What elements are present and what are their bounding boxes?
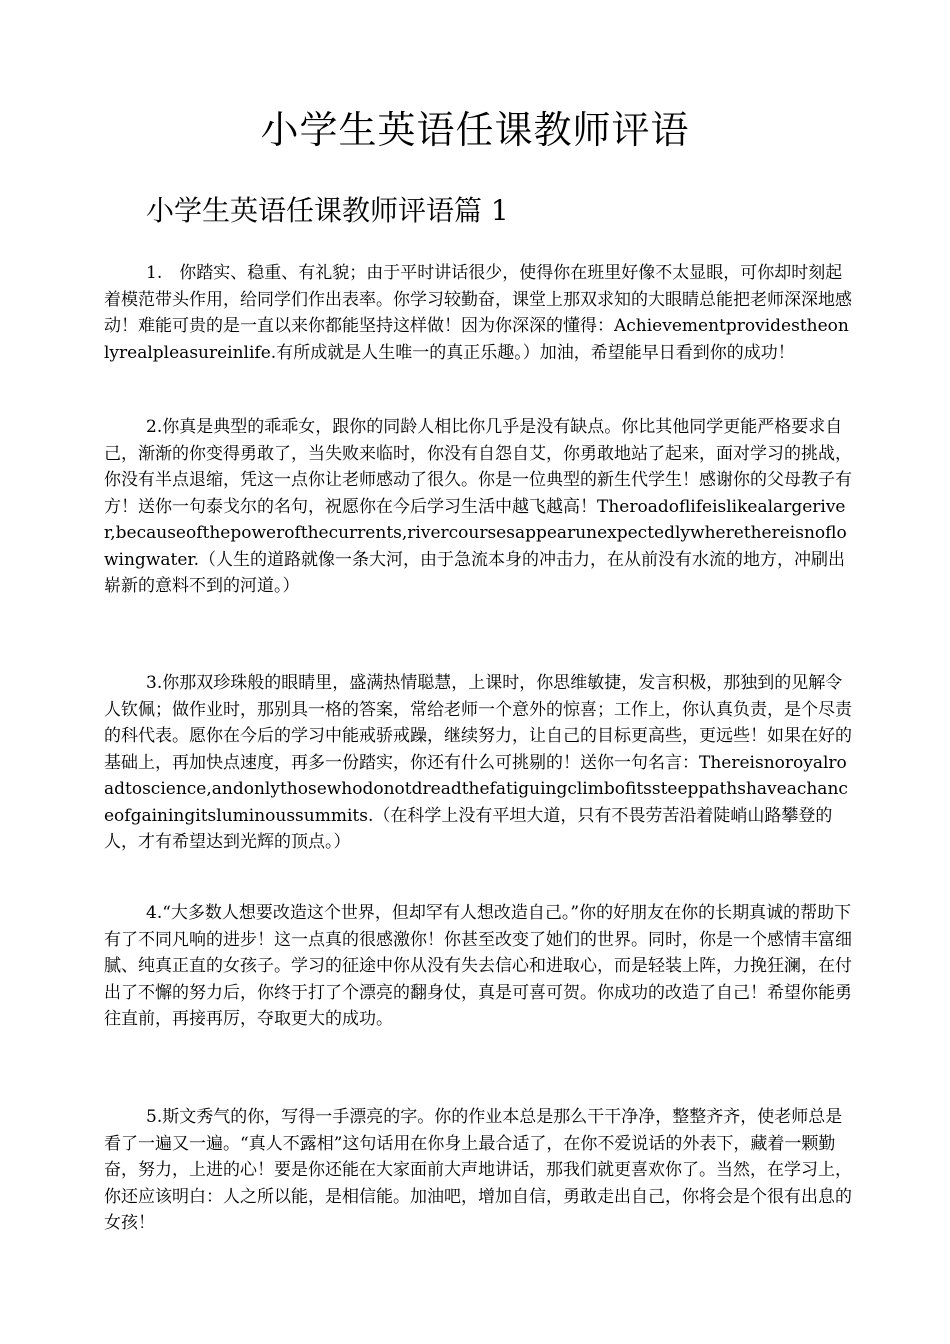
comment-paragraph-4: 4.“大多数人想要改造这个世界，但却罕有人想改造自己。”你的好朋友在你的长期真诚的帮助下有了不同凡响的进步！这一点真的很感激你！你甚至改变了她们的世界。同时，你是一个感情丰富细腻、纯真正直的女孩子。学习的征途中你从没有失去信心和进取心，而是轻装上阵，力挽狂澜，在付出了不懈的努力后，你终于打了个漂亮的翻身仗，真是可喜可贺。你成功的改造了自己！希望你能勇往直前，再接再厉，夺取更大的成功。 xyxy=(104,903,852,1029)
document-title: 小学生英语任课教师评语 xyxy=(260,108,690,152)
comment-paragraph-2: 2.你真是典型的乖乖女，跟你的同龄人相比你几乎是没有缺点。你比其他同学更能严格要求自己，渐渐的你变得勇敢了，当失败来临时，你没有自怨自艾，你勇敢地站了起来，面对学习的挑战，你没有半点退缩，凭这一点你让老师感动了很久。你是一位典型的新生代学生！感谢你的父母教子有方！送你一句泰戈尔的名句，祝愿你在今后学习生活中越飞越高！Theroadoflifeislikealargeriver,becauseofthepowerofthecurrents,rivercoursesappearunexpectedlywherethereisnoflowingwater.（人生的道路就像一条大河，由于急流本身的冲击力，在从前没有水流的地方，冲刷出崭新的意料不到的河道。） xyxy=(104,417,852,596)
comment-paragraph-3: 3.你那双珍珠般的眼睛里，盛满热情聪慧，上课时，你思维敏捷，发言积极，那独到的见解令人钦佩；做作业时，那别具一格的答案，常给老师一个意外的惊喜；工作上，你认真负责，是个尽责的科代表。愿你在今后的学习中能戒骄戒躁，继续努力，让自己的目标更高些，更远些！如果在好的基础上，再加快点速度，再多一份踏实，你还有什么可挑剔的！送你一句名言：Thereisnoroyalroadtoscience,andonlythosewhodonotdreadthefatiguingclimbofitssteeppathshaveachanceofgainingitsluminoussummits.（在科学上没有平坦大道，只有不畏劳苦沿着陡峭山路攀登的人，才有希望达到光辉的顶点。） xyxy=(104,673,852,852)
comment-paragraph-1: 1. 你踏实、稳重、有礼貌；由于平时讲话很少，使得你在班里好像不太显眼，可你却时刻起着模范带头作用，给同学们作出表率。你学习较勤奋，课堂上那双求知的大眼睛总能把老师深深地感动！难能可贵的是一直以来你都能坚持这样做！因为你深深的懂得：Achievementprovidestheonlyrealpleasureinlife.有所成就是人生唯一的真正乐趣。）加油，希望能早日看到你的成功！ xyxy=(104,263,852,363)
comment-paragraph-5: 5.斯文秀气的你，写得一手漂亮的字。你的作业本总是那么干干净净，整整齐齐，使老师总是看了一遍又一遍。“真人不露相”这句话用在你身上最合适了，在你不爱说话的外表下，藏着一颗勤奋，努力，上进的心！要是你还能在大家面前大声地讲话，那我们就更喜欢你了。当然，在学习上，你还应该明白：人之所以能，是相信能。加油吧，增加自信，勇敢走出自己，你将会是个很有出息的女孩！ xyxy=(104,1107,852,1233)
section-heading: 小学生英语任课教师评语篇 1 xyxy=(146,194,509,227)
